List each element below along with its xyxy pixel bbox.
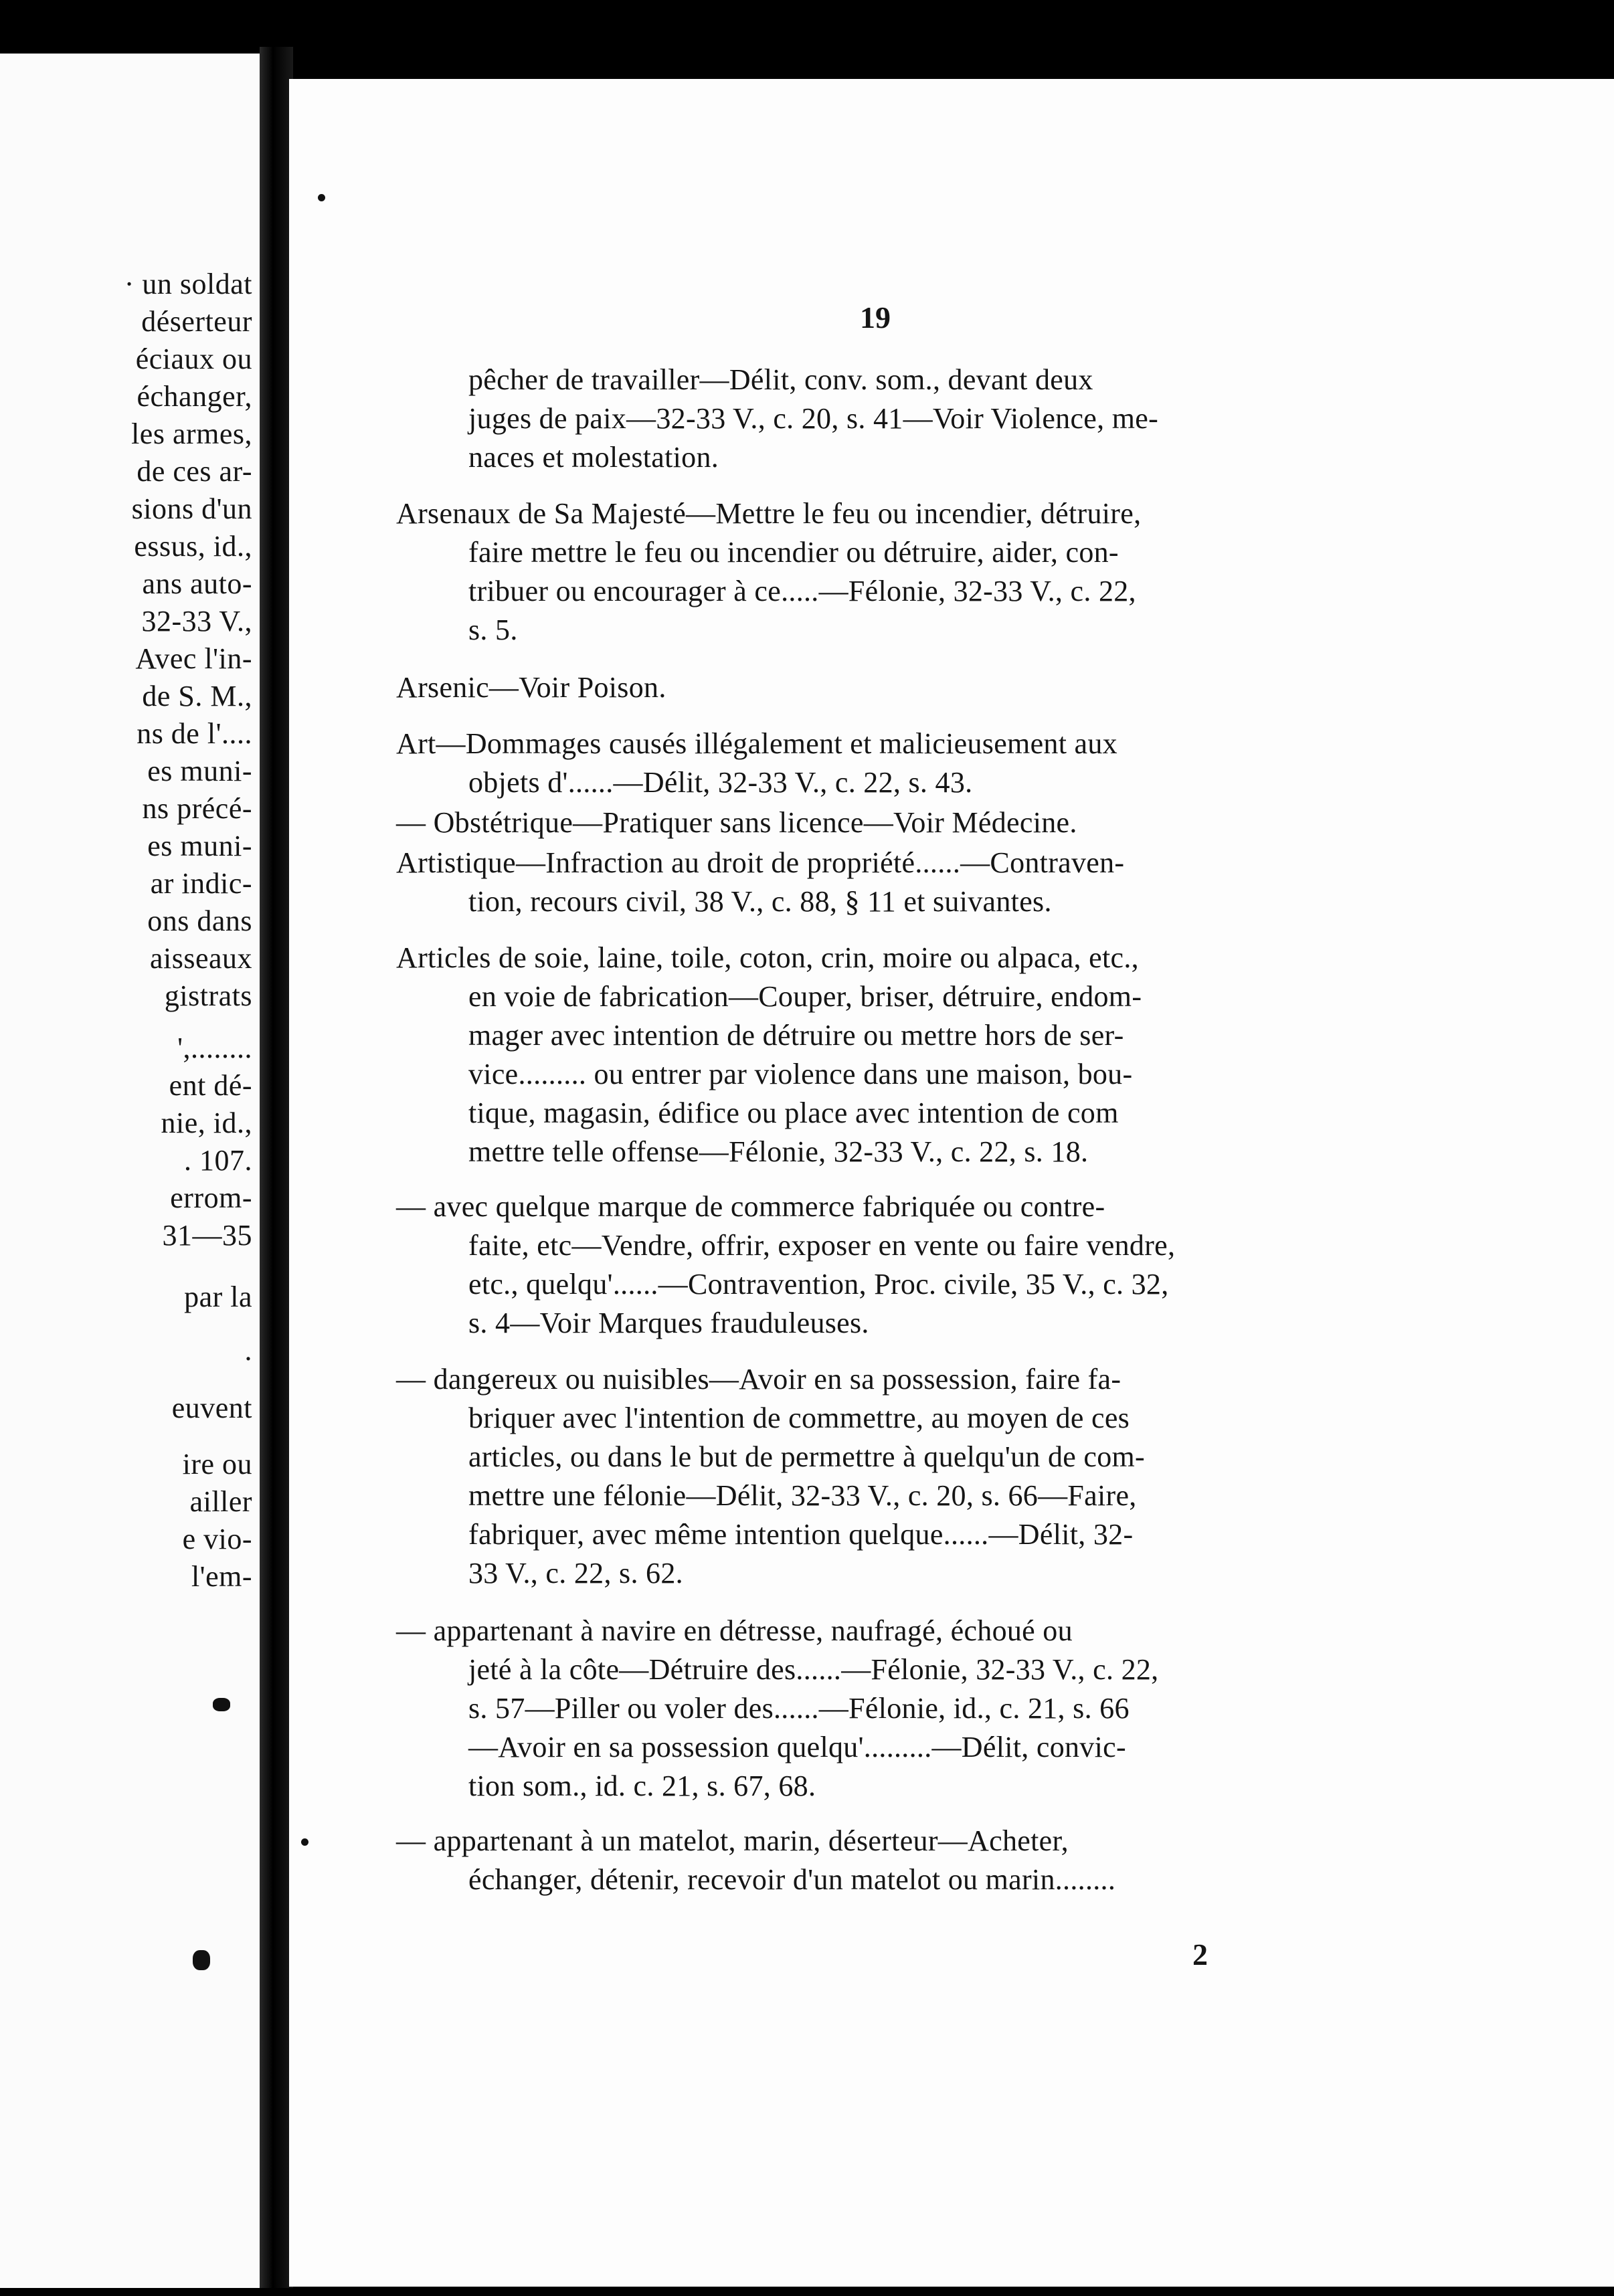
entry-line: s. 5. (468, 613, 518, 646)
entry-line: etc., quelqu'......—Contravention, Proc. civile, 35 V., c. 32, (468, 1268, 1169, 1301)
entry-line: Artistique—Infraction au droit de propriété......—Contraven- (396, 846, 1125, 879)
facing-page-line: . 107. (184, 1144, 252, 1177)
specks (301, 1838, 308, 1846)
entry-line: échanger, détenir, recevoir d'un matelot ou marin........ (468, 1863, 1116, 1896)
entry-line: s. 4—Voir Marques frauduleuses. (468, 1307, 869, 1339)
facing-page-line: ns précé- (142, 792, 252, 825)
entry-line: —Avoir en sa possession quelqu'.........—Délit, convic- (468, 1731, 1126, 1763)
facing-page-line: 32-33 V., (141, 605, 252, 638)
entry-line: en voie de fabrication—Couper, briser, détruire, endom- (468, 980, 1142, 1013)
entry-line: s. 57—Piller ou voler des......—Félonie, id., c. 21, s. 66 (468, 1692, 1130, 1725)
facing-page-line: ire ou (182, 1448, 252, 1480)
facing-page-line: ar indic- (150, 867, 252, 900)
entry-line: vice......... ou entrer par violence dans une maison, bou- (468, 1058, 1133, 1090)
entry-line: briquer avec l'intention de commettre, au moyen de ces (468, 1402, 1130, 1434)
facing-page-line: ent dé- (169, 1069, 252, 1102)
facing-page-line: sions d'un (131, 492, 252, 525)
facing-page-line: Avec l'in- (135, 642, 252, 675)
entry-line: fabriquer, avec même intention quelque......—Délit, 32- (468, 1518, 1134, 1551)
entry-line: — Obstétrique—Pratiquer sans licence—Voir Médecine. (396, 806, 1077, 839)
entry-line: — avec quelque marque de commerce fabriquée ou contre- (396, 1190, 1105, 1223)
facing-page-line: de ces ar- (137, 455, 252, 488)
facing-page-line: ns de l'.... (137, 717, 252, 750)
facing-page-line: l'em- (191, 1560, 252, 1593)
facing-page-line: éciaux ou (135, 343, 252, 375)
facing-page-line: ',........ (177, 1032, 252, 1064)
facing-page-line: ans auto- (142, 567, 252, 600)
facing-page-line: es muni- (147, 755, 252, 787)
entry-line: Art—Dommages causés illégalement et malicieusement aux (396, 727, 1117, 760)
entry-line: Arsenaux de Sa Majesté—Mettre le feu ou incendier, détruire, (396, 497, 1142, 530)
entry-line: tion, recours civil, 38 V., c. 88, § 11 et suivantes. (468, 885, 1052, 918)
entry-line: jeté à la côte—Détruire des......—Félonie, 32-33 V., c. 22, (468, 1653, 1159, 1686)
facing-page-line: déserteur (141, 305, 252, 338)
entry-line: — dangereux ou nuisibles—Avoir en sa possession, faire fa- (396, 1363, 1122, 1396)
facing-page-line: échanger, (137, 380, 252, 413)
entry-line: mettre une félonie—Délit, 32-33 V., c. 20, s. 66—Faire, (468, 1479, 1137, 1512)
entry-line: — appartenant à un matelot, marin, déserteur—Acheter, (396, 1824, 1069, 1857)
signature-mark: 2 (1192, 1937, 1208, 1972)
entry-line: articles, ou dans le but de permettre à quelqu'un de com- (468, 1440, 1146, 1473)
entry-line: juges de paix—32-33 V., c. 20, s. 41—Voir Violence, me- (468, 402, 1159, 435)
entry-line: 33 V., c. 22, s. 62. (468, 1557, 683, 1590)
facing-page-line: ons dans (147, 904, 252, 937)
facing-page-line: de S. M., (142, 680, 252, 712)
page-number: 19 (860, 300, 891, 334)
facing-page-line: errom- (170, 1181, 252, 1214)
entry-line: tribuer ou encourager à ce.....—Félonie, 32-33 V., c. 22, (468, 575, 1136, 607)
entry-line: mettre telle offense—Félonie, 32-33 V., c. 22, s. 18. (468, 1135, 1089, 1168)
facing-page-line: . (244, 1334, 252, 1367)
entry-line: pêcher de travailler—Délit, conv. som., devant deux (468, 363, 1093, 396)
specks (213, 1698, 230, 1711)
specks (318, 194, 325, 201)
entry-line: tique, magasin, édifice ou place avec intention de com (468, 1096, 1119, 1129)
facing-page-line: essus, id., (134, 530, 252, 563)
facing-page-line: euvent (171, 1392, 252, 1424)
specks (193, 1950, 210, 1970)
facing-page-line: par la (184, 1280, 252, 1313)
facing-page-line: nie, id., (161, 1107, 252, 1139)
entry-line: faire mettre le feu ou incendier ou détruire, aider, con- (468, 536, 1119, 569)
entry-line: objets d'......—Délit, 32-33 V., c. 22, s. 43. (468, 766, 973, 799)
facing-page-line: es muni- (147, 830, 252, 862)
facing-page-line: les armes, (131, 417, 252, 450)
entry-line: tion som., id. c. 21, s. 67, 68. (468, 1769, 816, 1802)
entry-line: — appartenant à navire en détresse, naufragé, échoué ou (396, 1614, 1073, 1647)
facing-page-line: 31—35 (162, 1219, 252, 1252)
entry-line: mager avec intention de détruire ou mettre hors de ser- (468, 1019, 1124, 1052)
entry-line: Arsenic—Voir Poison. (396, 671, 666, 704)
entry-line: naces et molestation. (468, 441, 719, 474)
entry-line: Articles de soie, laine, toile, coton, crin, moire ou alpaca, etc., (396, 941, 1139, 974)
facing-page-line: aisseaux (149, 942, 252, 975)
facing-page-line: e vio- (182, 1523, 252, 1555)
facing-page-line: ailler (189, 1485, 252, 1518)
facing-page-line: · un soldat (124, 268, 252, 300)
entry-line: faite, etc—Vendre, offrir, exposer en vente ou faire vendre, (468, 1229, 1176, 1262)
facing-page-line: gistrats (164, 979, 252, 1012)
